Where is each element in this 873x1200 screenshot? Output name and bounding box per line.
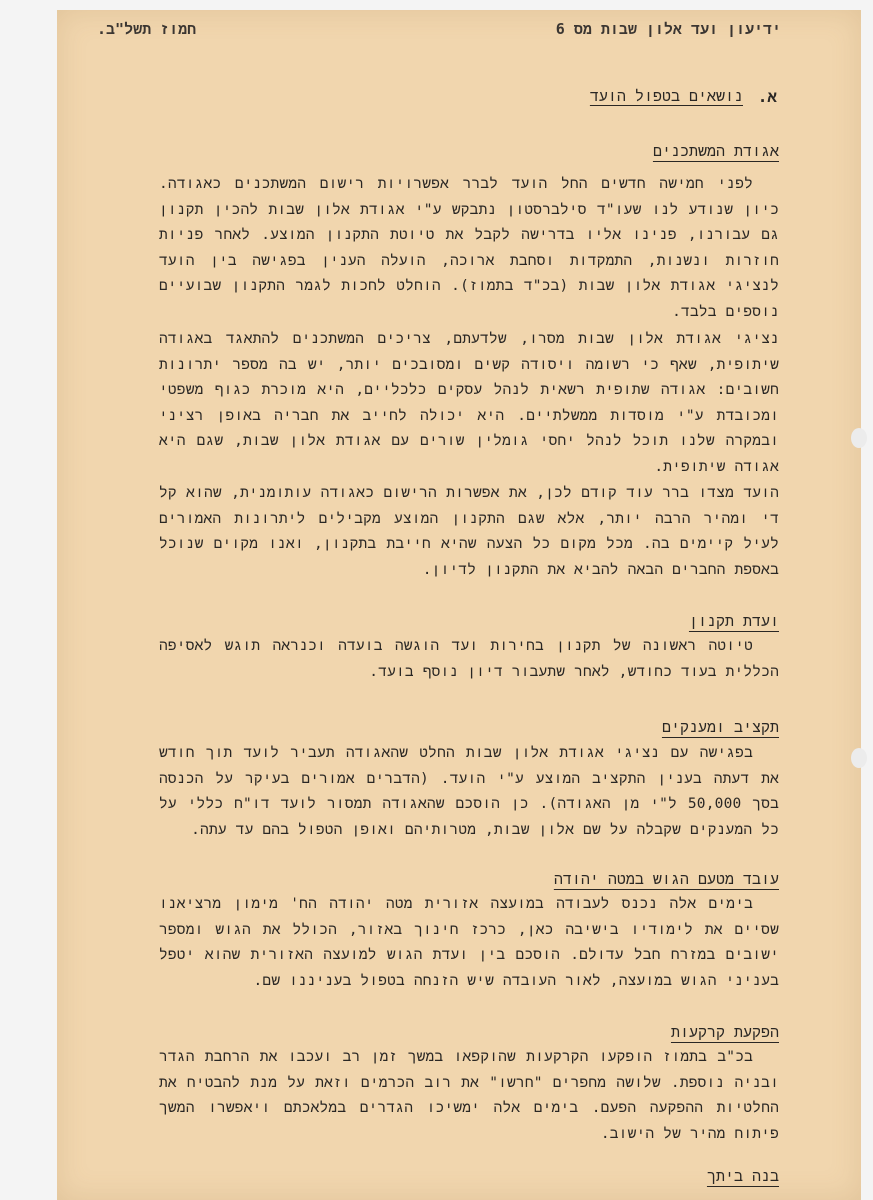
section-title: נושאים בטפול הועד xyxy=(589,87,743,105)
paragraph: לפני חמישה חדשים החל הועד לברר אפשרויות רישום המשתכנים כאגודה. כיון שנודע לנו שעו"ד סילברסטון נתבקש ע"י אגודת אלון שבות להכין תקנון גם עבורנו, פנינו אליו בדרישה לקבל את טיוטת התקנון המוצע. לאחר פניות חוזרות ונשנות, התמקדות וסחבת ארוכה, הועלה הענין בפגישה בין הועד לנציגי אגודת אלון שבות (בכ"ד בתמוז). הוחלט לחכות לגמר התקנון שבועיים נוספים בלבד. xyxy=(159,176,779,320)
document-body xyxy=(57,10,861,1200)
document-page xyxy=(57,10,861,1200)
section-letter: א. xyxy=(757,87,777,106)
paragraph: בימים אלה נכנס לעבודה במועצה אזורית מטה יהודה הח' מימון מרציאנו שסיים את לימודיו בישיבה כאן, כרכז חינוך באזור, הכולל את הגוש ומספר ישובים במזרח חבל עדולם. הוסכם בין ועדת הגוש למועצה האזורית שהוא יטפל בעניני הגוש במועצה, לאור העובדה שיש הזנחה בטפול בעניננו שם. xyxy=(159,896,779,989)
newsletter-date: חמוז תשל"ב. xyxy=(97,20,197,38)
document-header xyxy=(97,16,781,42)
paragraph: נציגי אגודת אלון שבות מסרו, שלדעתם, צריכים המשתכנים להתאגד באגודה שיתופית, שאף כי רשומה ויסודה קשים ומסובכים יותר, יש בה מספר יתרונות חשובים: אגודה שתופית רשאית לנהל עסקים כלכליים, היא מוכרת כגוף משפטי ומכובדת ע"י מוסדות ממשלתיים. היא יכולה לחייב את חבריה באופן רציני ובמקרה שלנו תוכל לנהל יחסי גומלין שורים עם אגודת אלון שבות, שגם היא אגודה שיתופית. xyxy=(159,331,779,475)
heading-residents-association: אגודת המשתכנים xyxy=(652,142,779,160)
heading-bylaws-committee: ועדת תקנון xyxy=(688,612,779,630)
heading-bloc-employee: עובד מטעם הגוש במטה יהודה xyxy=(553,870,779,888)
paragraph: בכ"ב בתמוז הופקעו הקרקעות שהוקפאו במשך זמן רב ועכבו את הרחבת הגדר ובניה נוספת. שלושה מחפרים "חרשו" את רוב הכרמים וזאת על מנת להבטיח את החלטיות ההפקעה הפעם. בימים אלה ימשיכו הגדרים במלאכתם ויאפשרו המשך פיתוח מהיר של הישוב. xyxy=(159,1049,779,1142)
paragraph: הועד מצדו ברר עוד קודם לכן, את אפשרות הרישום כאגודה עותומנית, שהוא קל די ומהיר הרבה יותר, אלא שגם התקנון המוצע מקבילים ליתרונות האמורים לעיל קיימים בה. מכל מקום כל הצעה שהיא חייבת בתקנון, ואנו מקוים שנוכל באספת החברים הבאה להביא את התקנון לדיון. xyxy=(159,485,779,578)
heading-build-your-home: בנה ביתך xyxy=(706,1167,779,1185)
newsletter-title: ידיעון ועד אלון שבות מס 6 xyxy=(555,20,781,38)
paragraph: בפגישה עם נציגי אגודת אלון שבות החלט שהאגודה תעביר לועד תוך חודש את דעתה בענין התקציב המוצע ע"י הועד. (הדברים אמורים בעיקר על הכנסה בסך 50,000 ל"י מן האגודה). כן הוסכם שהאגודה תמסור לועד דו"ח כללי על כל המענקים שקבלה על שם אלון שבות, מטרותיהם ואופן הטפול בהם עד עתה. xyxy=(159,745,779,838)
heading-budget-grants: תקציב ומענקים xyxy=(661,718,779,736)
heading-land-expropriation: הפקעת קרקעות xyxy=(670,1023,779,1041)
paragraph: טיוטה ראשונה של תקנון בחירות ועד הוגשה בועדה וכנראה תוגש לאסיפה הכללית בעוד כחודש, לאחר שתעבור דיון נוסף בועד. xyxy=(159,638,779,680)
